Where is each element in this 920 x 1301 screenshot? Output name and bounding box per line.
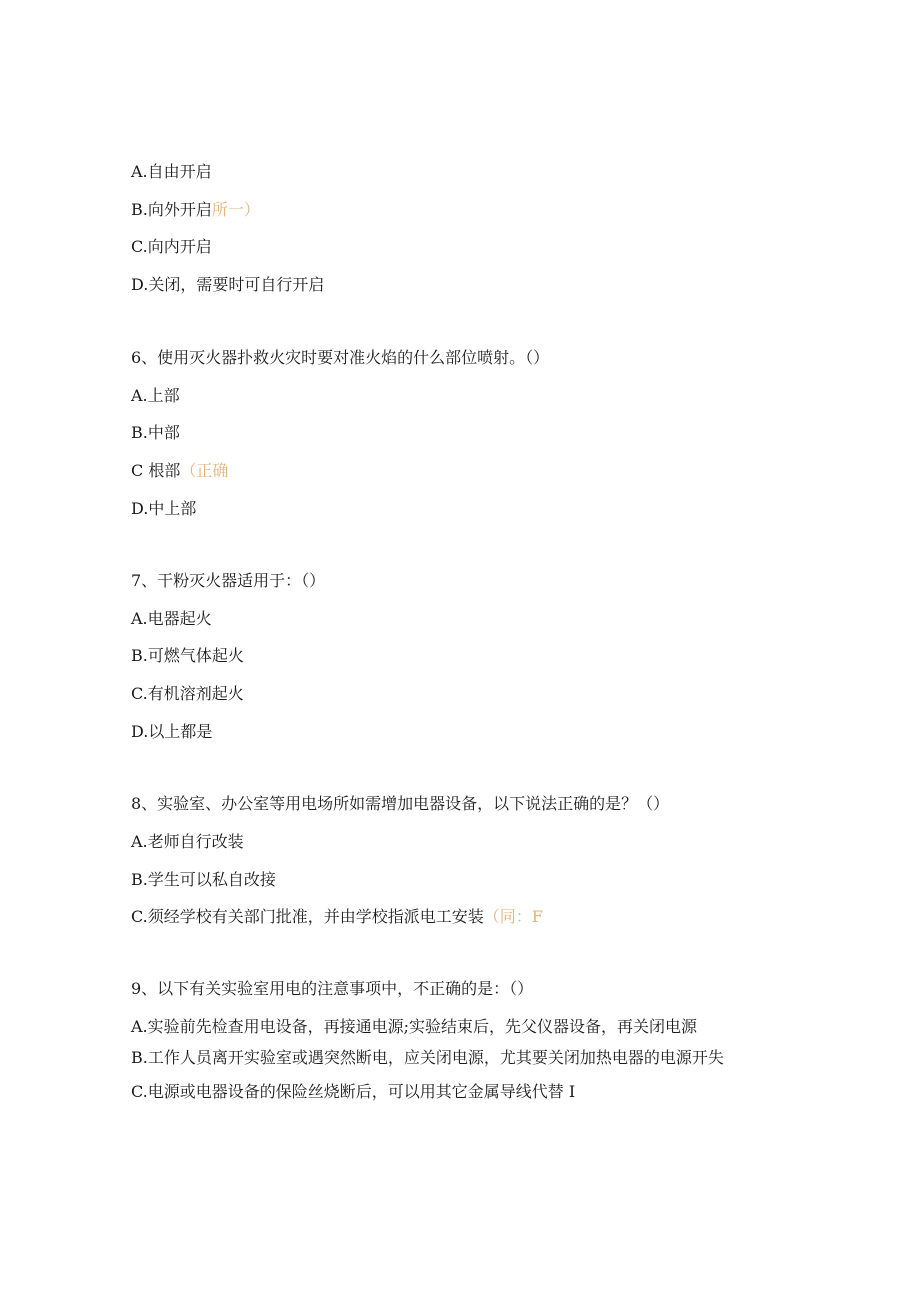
q5-option-d: D.关闭，需要时可自行开启 [131,275,325,294]
q8-option-c-annotation: （同：F [483,907,543,926]
q8-option-c: C.须经学校有关部门批准，并由学校指派电工安装（同：F [131,907,543,926]
q5-option-a: A.自由开启 [131,162,212,181]
q7-option-a: A.电器起火 [131,609,212,628]
q9-option-a: A.实验前先检查用电设备，再接通电源;实验结束后，先父仪器设备，再关闭电源 [131,1017,698,1036]
q8-option-b: B.学生可以私自改接 [131,870,276,889]
q5-option-b: B.向外开启所一） [131,200,260,219]
q5-option-b-annotation: 所一） [211,200,260,219]
q9-question: 9、以下有关实验室用电的注意事项中，不正确的是：（） [131,979,534,998]
q8-option-a: A.老师自行改装 [131,832,244,851]
q6-question: 6、使用灭火器扑救火灾时要对准火焰的什么部位喷射。（） [131,348,550,367]
q6-option-c-annotation: （正确 [180,461,229,480]
q6-option-c: C 根部（正确 [131,461,229,480]
q6-option-b: B.中部 [131,423,180,442]
q5-option-c: C.向内开启 [131,237,212,256]
q7-option-d: D.以上都是 [131,722,213,741]
q8-question: 8、实验室、办公室等用电场所如需增加电器设备，以下说法正确的是？（） [131,794,670,813]
q7-option-b: B.可燃气体起火 [131,646,244,665]
q7-option-c: C.有机溶剂起火 [131,684,244,703]
q9-option-c: C.电源或电器设备的保险丝烧断后，可以用其它金属导线代替 I [131,1082,576,1101]
q9-option-b: B.工作人员离开实验室或遇突然断电，应关闭电源，尤其要关闭加热电器的电源开失 [131,1048,724,1067]
q6-option-a: A.上部 [131,386,180,405]
q7-question: 7、干粉灭火器适用于：（） [131,571,326,590]
q6-option-d: D.中上部 [131,499,197,518]
